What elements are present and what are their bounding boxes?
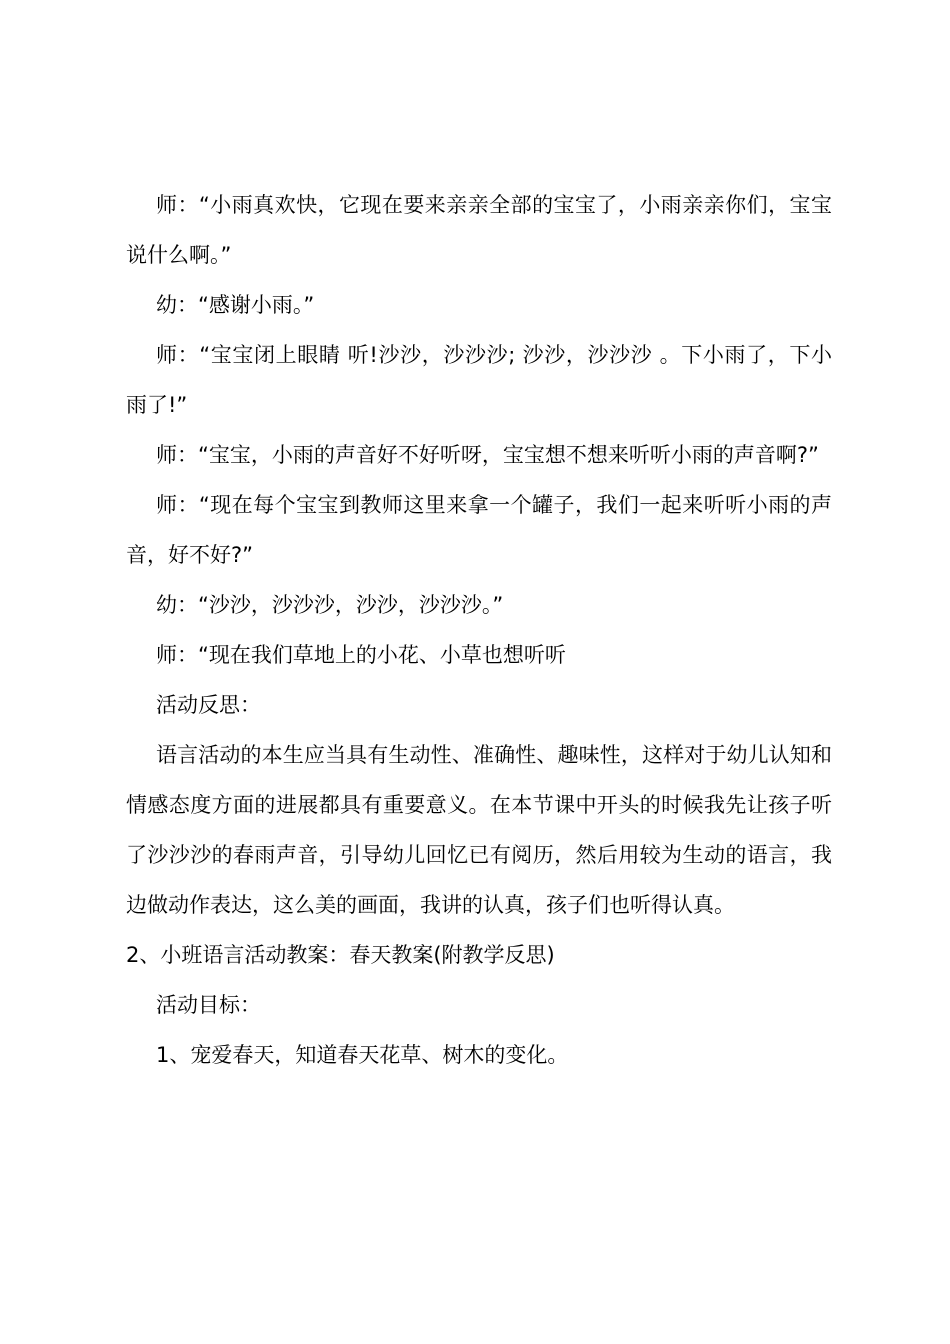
dialogue-paragraph-teacher-sound: 师：“宝宝，小雨的声音好不好听呀，宝宝想不想来听听小雨的声音啊?” — [156, 443, 819, 467]
dialogue-paragraph-child-rain: 幼：“沙沙，沙沙沙，沙沙，沙沙沙。” — [156, 593, 504, 617]
dialogue-paragraph-teacher-grass: 师：“现在我们草地上的小花、小草也想听听 — [156, 643, 566, 667]
section-heading-spring-plan: 2、小班语言活动教案：春天教案(附教学反思) — [126, 943, 555, 967]
reflection-paragraph: 语言活动的本生应当具有生动性、准确性、趣味性，这样对于幼儿认知和情感态度方面的进展都具有重要意义。在本节课中开头的时候我先让孩子听了沙沙沙的春雨声音，引导幼儿回忆已有阅历，然后用较为生动的语言，我边做动作表达，这么美的画面，我讲的认真，孩子们也听得认真。 — [126, 743, 832, 917]
section-label-reflection: 活动反思： — [156, 693, 261, 717]
document-body — [126, 180, 832, 1080]
goal-item-1: 1、宠爱春天，知道春天花草、树木的变化。 — [156, 1043, 569, 1067]
dialogue-paragraph-teacher-listen: 师：“宝宝闭上眼睛 听!沙沙，沙沙沙; 沙沙，沙沙沙 。下小雨了，下小雨了!” — [126, 343, 832, 417]
section-label-goals: 活动目标： — [156, 993, 261, 1017]
dialogue-paragraph-teacher-jar: 师：“现在每个宝宝到教师这里来拿一个罐子，我们一起来听听小雨的声音，好不好?” — [126, 493, 832, 567]
dialogue-paragraph-child-thanks: 幼：“感谢小雨。” — [156, 293, 315, 317]
dialogue-paragraph-teacher-kiss: 师：“小雨真欢快，它现在要来亲亲全部的宝宝了，小雨亲亲你们，宝宝说什么啊。” — [126, 193, 832, 267]
